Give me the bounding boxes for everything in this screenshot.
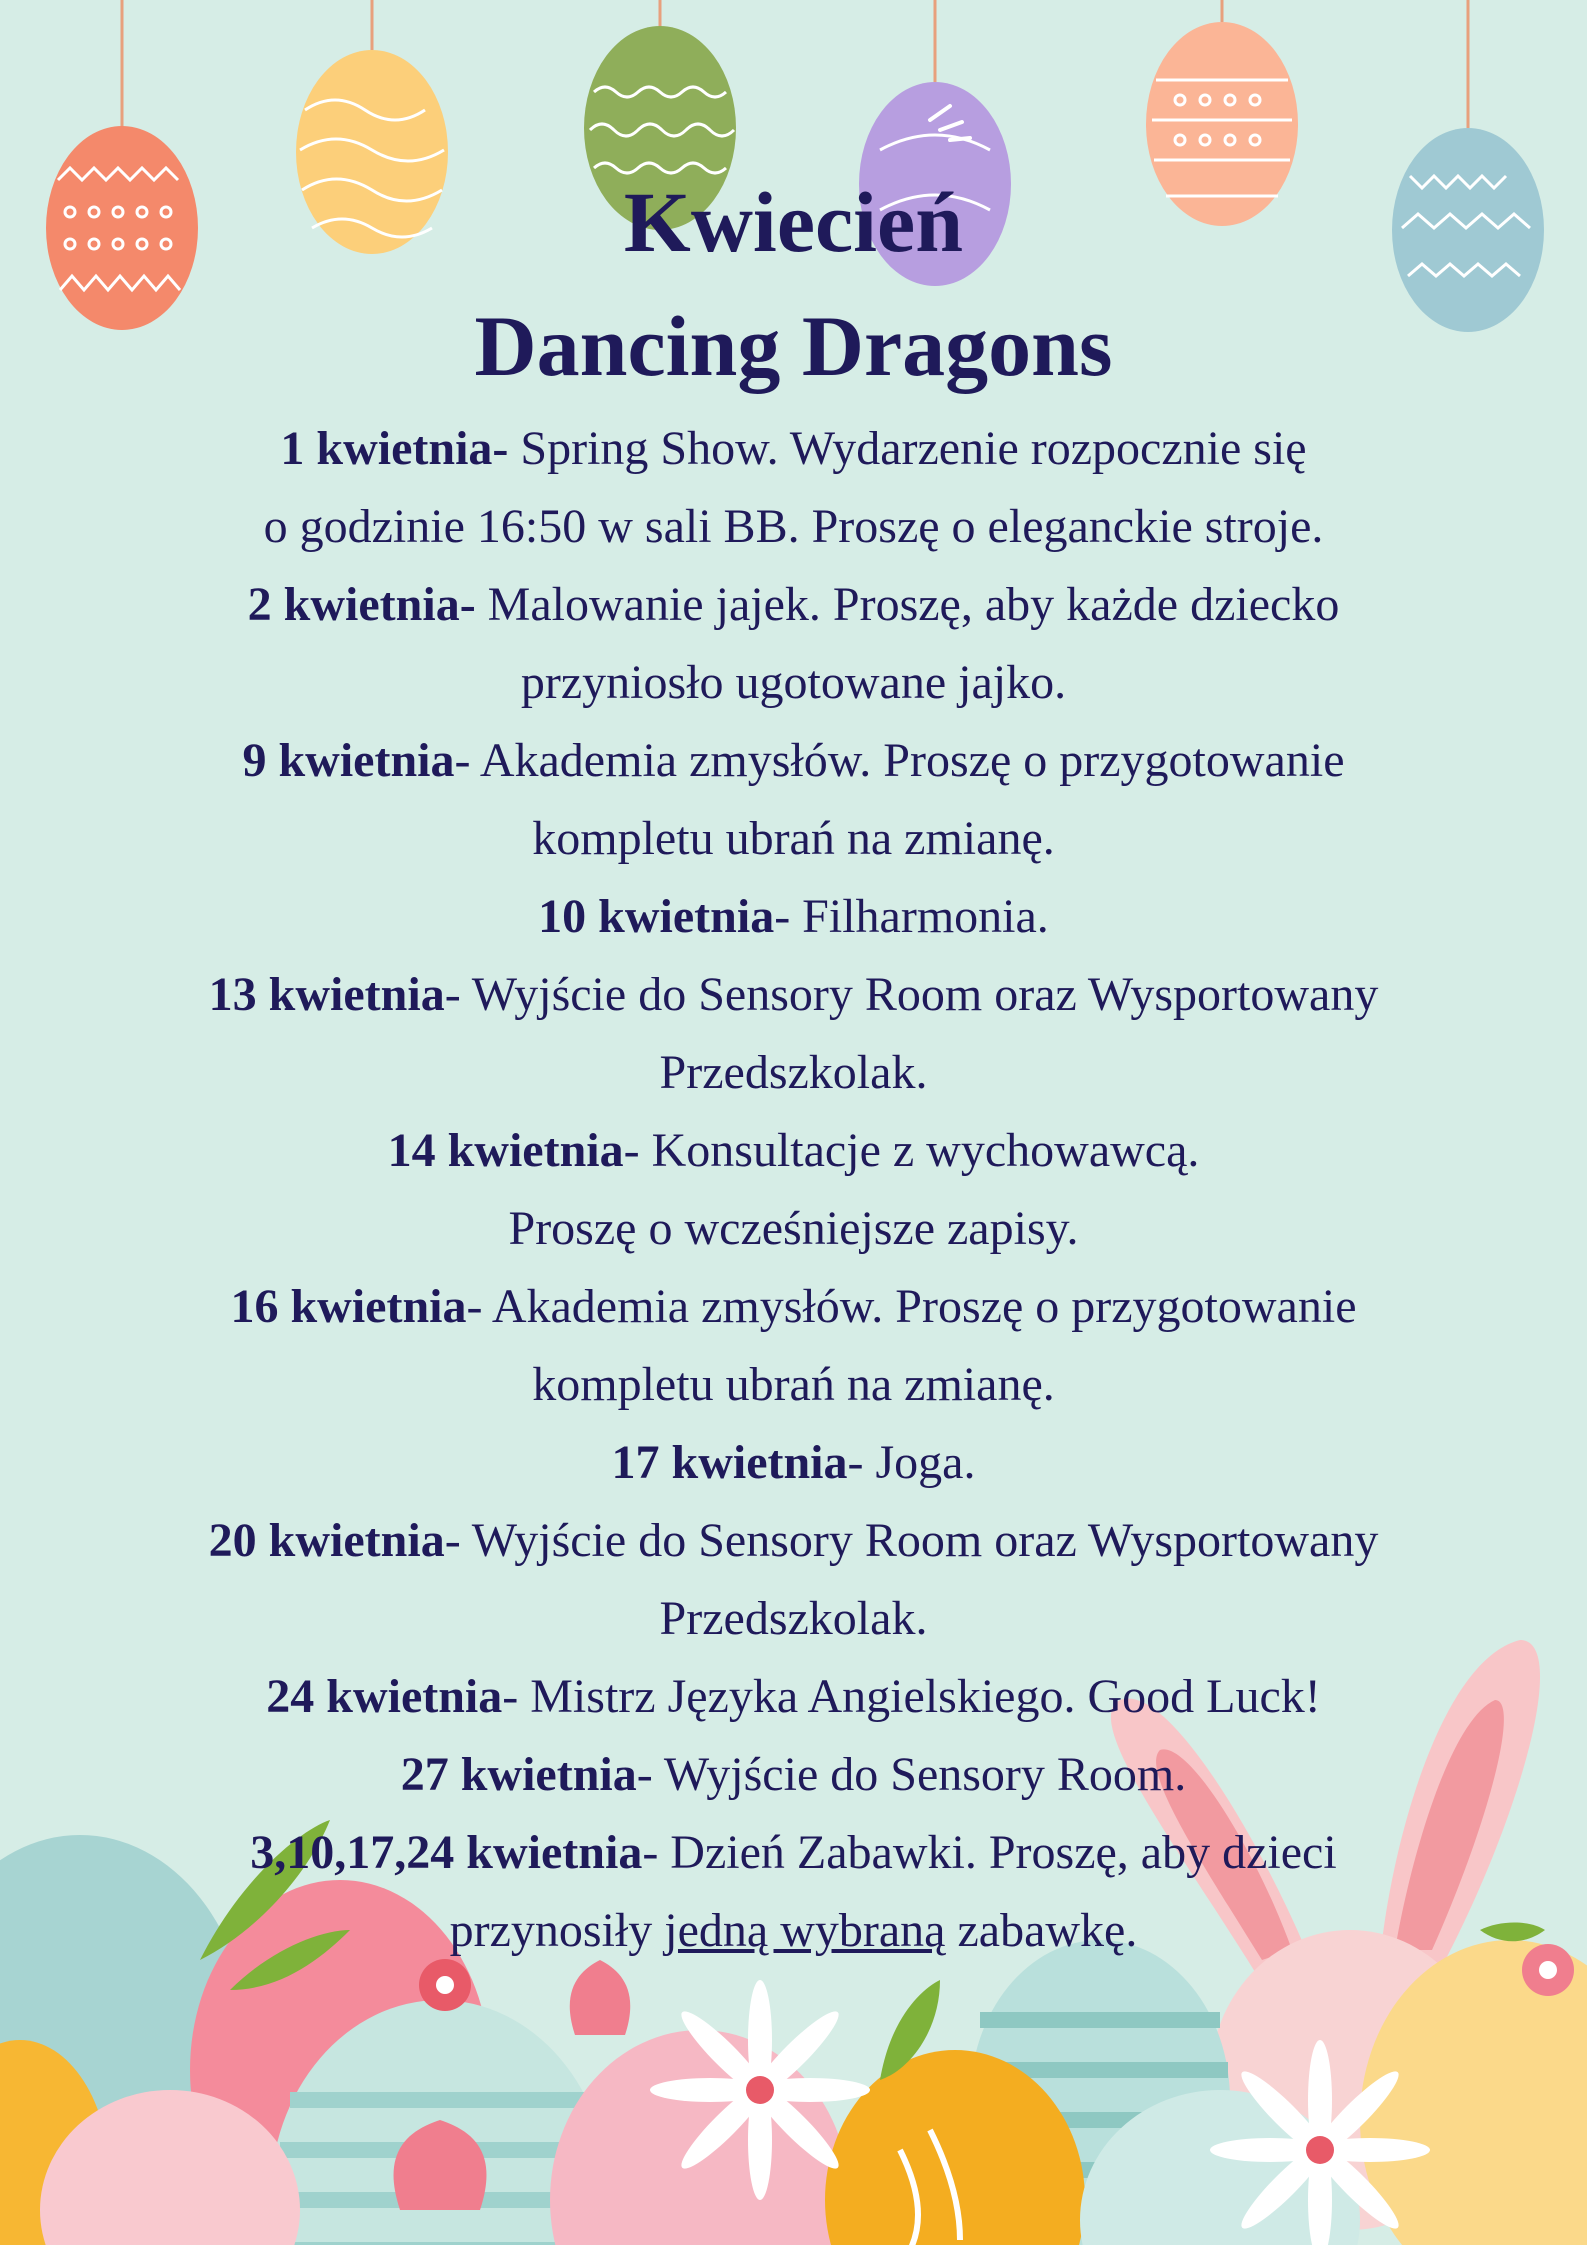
event-date: 14 kwietnia bbox=[387, 1124, 624, 1177]
april-schedule bbox=[0, 160, 1587, 1970]
list-item-continuation: Przedszkolak. bbox=[659, 1046, 928, 1099]
list-item bbox=[0, 1112, 1587, 1190]
page-title: Kwiecień bbox=[623, 174, 964, 270]
list-item bbox=[0, 1658, 1587, 1736]
event-date: 1 kwietnia- bbox=[280, 422, 509, 475]
list-item bbox=[0, 410, 1587, 488]
event-text: Malowanie jajek. Proszę, aby każde dziecko bbox=[475, 578, 1340, 631]
list-item bbox=[0, 1736, 1587, 1814]
list-item bbox=[0, 1502, 1587, 1580]
event-text: - Joga. bbox=[847, 1436, 976, 1489]
event-text: - Wyjście do Sensory Room. bbox=[636, 1748, 1187, 1801]
event-date: 13 kwietnia bbox=[208, 968, 445, 1021]
event-date: 20 kwietnia bbox=[208, 1514, 445, 1567]
list-item-continuation: Proszę o wcześniejsze zapisy. bbox=[508, 1202, 1079, 1255]
event-date: 17 kwietnia bbox=[611, 1436, 848, 1489]
event-text: zabawkę. bbox=[945, 1904, 1138, 1957]
events-list bbox=[0, 410, 1587, 1970]
event-text: przynosiły bbox=[449, 1904, 665, 1957]
event-date: 2 kwietnia- bbox=[247, 578, 476, 631]
event-text: - Dzień Zabawki. Proszę, aby dzieci bbox=[642, 1826, 1337, 1879]
event-text: - Akademia zmysłów. Proszę o przygotowanie bbox=[466, 1280, 1357, 1333]
list-item-continuation: kompletu ubrań na zmianę. bbox=[532, 1358, 1055, 1411]
list-item-continuation: przyniosło ugotowane jajko. bbox=[520, 656, 1067, 709]
event-text: - Wyjście do Sensory Room oraz Wysportowany bbox=[444, 1514, 1379, 1567]
list-item-continuation: o godzinie 16:50 w sali BB. Proszę o eleganckie stroje. bbox=[263, 500, 1324, 553]
event-text: Spring Show. Wydarzenie rozpocznie się bbox=[508, 422, 1307, 475]
event-date: 16 kwietnia bbox=[230, 1280, 467, 1333]
event-text: - Akademia zmysłów. Proszę o przygotowanie bbox=[454, 734, 1345, 787]
daisy-icon bbox=[650, 1980, 870, 2200]
list-item-continuation: Przedszkolak. bbox=[659, 1592, 928, 1645]
event-date: 10 kwietnia bbox=[538, 890, 775, 943]
event-date: 3,10,17,24 kwietnia bbox=[250, 1826, 643, 1879]
event-text: - Mistrz Języka Angielskiego. Good Luck! bbox=[502, 1670, 1321, 1723]
list-item bbox=[0, 722, 1587, 800]
event-text: - Wyjście do Sensory Room oraz Wysportowany bbox=[444, 968, 1379, 1021]
event-date: 9 kwietnia bbox=[242, 734, 455, 787]
list-item bbox=[0, 1268, 1587, 1346]
list-item bbox=[0, 566, 1587, 644]
event-text: - Filharmonia. bbox=[774, 890, 1049, 943]
group-name: Dancing Dragons bbox=[474, 298, 1113, 394]
event-text: - Konsultacje z wychowawcą. bbox=[623, 1124, 1200, 1177]
list-item bbox=[0, 1424, 1587, 1502]
event-date: 27 kwietnia bbox=[400, 1748, 637, 1801]
event-date: 24 kwietnia bbox=[266, 1670, 503, 1723]
list-item bbox=[0, 878, 1587, 956]
list-item-continuation bbox=[0, 1892, 1587, 1970]
list-item bbox=[0, 956, 1587, 1034]
list-item-continuation: kompletu ubrań na zmianę. bbox=[532, 812, 1055, 865]
list-item bbox=[0, 1814, 1587, 1892]
underlined-text: jedną wybraną bbox=[664, 1904, 946, 1957]
